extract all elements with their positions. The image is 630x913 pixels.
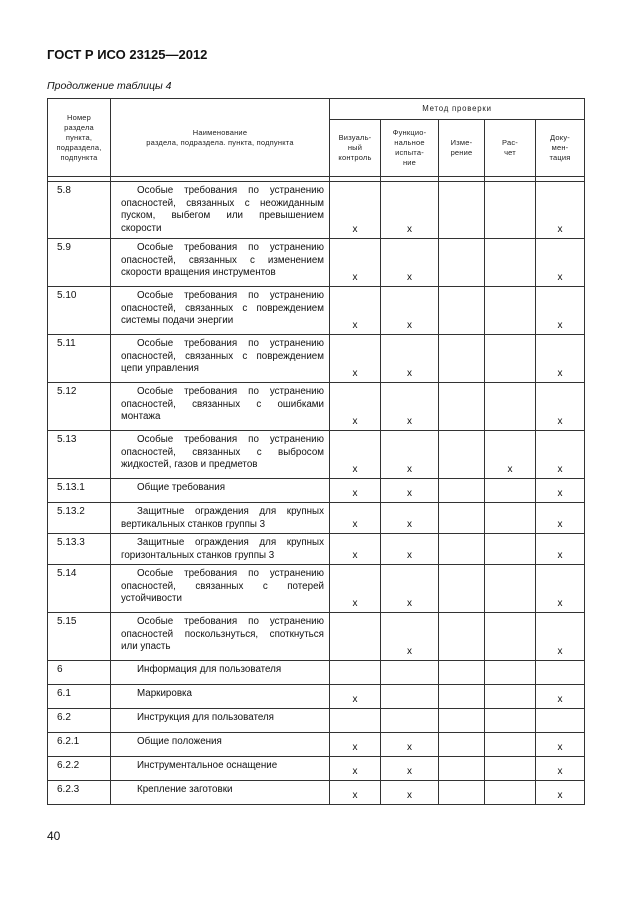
mark-measurement (439, 534, 485, 565)
mark-measurement (439, 685, 485, 709)
section-number: 6.2.2 (48, 757, 111, 781)
section-number: 5.13.1 (48, 479, 111, 503)
mark-functional: x (381, 503, 439, 534)
mark-visual: x (330, 685, 381, 709)
mark-documentation: x (536, 287, 585, 335)
section-name: Особые требования по устранению опасностей, связанных с выбросом жидкостей, газов и предметов (111, 431, 330, 479)
section-number: 5.11 (48, 335, 111, 383)
mark-documentation: x (536, 565, 585, 613)
mark-functional: x (381, 757, 439, 781)
section-number: 6.1 (48, 685, 111, 709)
mark-calculation (485, 565, 536, 613)
table-row (48, 431, 585, 479)
mark-measurement (439, 503, 485, 534)
mark-measurement (439, 287, 485, 335)
section-name: Особые требования по устранению опасностей поскользнуться, споткнуться или упасть (111, 613, 330, 661)
table-row (48, 534, 585, 565)
table-row (48, 781, 585, 805)
mark-visual (330, 709, 381, 733)
mark-measurement (439, 613, 485, 661)
mark-visual: x (330, 534, 381, 565)
mark-measurement (439, 239, 485, 287)
mark-visual: x (330, 287, 381, 335)
section-number: 5.13 (48, 431, 111, 479)
section-number: 5.9 (48, 239, 111, 287)
table-row (48, 685, 585, 709)
mark-functional: x (381, 733, 439, 757)
mark-measurement (439, 431, 485, 479)
mark-measurement (439, 565, 485, 613)
table-row (48, 503, 585, 534)
section-name: Инструкция для пользователя (111, 709, 330, 733)
mark-documentation: x (536, 335, 585, 383)
table-body (48, 177, 585, 805)
mark-functional: x (381, 479, 439, 503)
section-name: Особые требования по устранению опасностей, связанных с повреждением системы подачи энергии (111, 287, 330, 335)
mark-functional: x (381, 383, 439, 431)
mark-visual: x (330, 781, 381, 805)
mark-measurement (439, 733, 485, 757)
mark-calculation: x (485, 431, 536, 479)
section-name: Особые требования по устранению опасностей, связанных с изменением скорости вращения инструментов (111, 239, 330, 287)
mark-calculation (485, 503, 536, 534)
mark-documentation: x (536, 383, 585, 431)
table-caption: Продолжение таблицы 4 (47, 80, 172, 92)
mark-functional: x (381, 613, 439, 661)
mark-documentation: x (536, 431, 585, 479)
mark-documentation: x (536, 534, 585, 565)
mark-documentation: x (536, 479, 585, 503)
mark-documentation: x (536, 757, 585, 781)
mark-functional: x (381, 431, 439, 479)
section-name: Маркировка (111, 685, 330, 709)
mark-calculation (485, 534, 536, 565)
section-number: 5.15 (48, 613, 111, 661)
mark-measurement (439, 661, 485, 685)
verification-table (47, 98, 585, 805)
mark-calculation (485, 733, 536, 757)
mark-functional: x (381, 781, 439, 805)
section-name: Информация для пользователя (111, 661, 330, 685)
header-section-number: Номер раздела пункта, подраздела, подпункта (48, 99, 111, 177)
mark-functional: x (381, 182, 439, 239)
section-name: Инструментальное оснащение (111, 757, 330, 781)
section-number: 5.14 (48, 565, 111, 613)
document-title: ГОСТ Р ИСО 23125—2012 (47, 47, 208, 62)
mark-measurement (439, 335, 485, 383)
mark-calculation (485, 335, 536, 383)
mark-documentation: x (536, 781, 585, 805)
mark-functional: x (381, 534, 439, 565)
mark-visual: x (330, 335, 381, 383)
section-number: 6.2.1 (48, 733, 111, 757)
table-row (48, 757, 585, 781)
mark-documentation: x (536, 733, 585, 757)
mark-measurement (439, 383, 485, 431)
mark-functional: x (381, 239, 439, 287)
section-name: Особые требования по устранению опасностей, связанных с повреждением цепи управления (111, 335, 330, 383)
table-row (48, 661, 585, 685)
header-method-documentation: Доку- мен- тация (536, 120, 585, 177)
mark-visual (330, 613, 381, 661)
table-row (48, 287, 585, 335)
section-number: 5.13.3 (48, 534, 111, 565)
mark-measurement (439, 479, 485, 503)
header-section-name: Наименование раздела, подраздела. пункта, подпункта (111, 99, 330, 177)
section-number: 5.10 (48, 287, 111, 335)
section-number: 5.8 (48, 182, 111, 239)
mark-visual: x (330, 239, 381, 287)
section-name: Особые требования по устранению опасностей, связанных с ошибками монтажа (111, 383, 330, 431)
table-row (48, 335, 585, 383)
table-row (48, 733, 585, 757)
mark-measurement (439, 781, 485, 805)
mark-visual (330, 661, 381, 685)
section-number: 6 (48, 661, 111, 685)
header-method-calculation: Рас- чет (485, 120, 536, 177)
mark-visual: x (330, 757, 381, 781)
table-row (48, 383, 585, 431)
mark-calculation (485, 239, 536, 287)
section-name: Защитные ограждения для крупных вертикальных станков группы 3 (111, 503, 330, 534)
section-name: Особые требования по устранению опасностей, связанных с неожиданным пуском, выбегом или превышением скорости (111, 182, 330, 239)
header-method-measurement: Изме- рение (439, 120, 485, 177)
mark-documentation: x (536, 182, 585, 239)
mark-documentation (536, 709, 585, 733)
mark-measurement (439, 182, 485, 239)
mark-functional: x (381, 565, 439, 613)
mark-visual: x (330, 503, 381, 534)
table-row (48, 709, 585, 733)
mark-calculation (485, 613, 536, 661)
table-row (48, 182, 585, 239)
table-row (48, 239, 585, 287)
header-method-functional: Функцио- нальное испыта- ние (381, 120, 439, 177)
mark-functional (381, 709, 439, 733)
mark-calculation (485, 757, 536, 781)
mark-documentation: x (536, 613, 585, 661)
mark-visual: x (330, 182, 381, 239)
mark-calculation (485, 685, 536, 709)
section-number: 6.2 (48, 709, 111, 733)
section-number: 5.13.2 (48, 503, 111, 534)
table-row (48, 613, 585, 661)
header-method-group: Метод проверки (330, 99, 585, 120)
mark-documentation: x (536, 503, 585, 534)
table-row (48, 565, 585, 613)
section-number: 6.2.3 (48, 781, 111, 805)
mark-measurement (439, 757, 485, 781)
mark-functional (381, 685, 439, 709)
section-name: Защитные ограждения для крупных горизонтальных станков группы 3 (111, 534, 330, 565)
mark-documentation: x (536, 685, 585, 709)
mark-functional: x (381, 287, 439, 335)
mark-visual: x (330, 383, 381, 431)
mark-functional (381, 661, 439, 685)
mark-visual: x (330, 479, 381, 503)
mark-documentation: x (536, 239, 585, 287)
mark-calculation (485, 709, 536, 733)
table-row (48, 479, 585, 503)
section-number: 5.12 (48, 383, 111, 431)
section-name: Общие требования (111, 479, 330, 503)
page-number: 40 (47, 829, 61, 843)
mark-calculation (485, 383, 536, 431)
mark-visual: x (330, 431, 381, 479)
mark-documentation (536, 661, 585, 685)
mark-functional: x (381, 335, 439, 383)
section-name: Особые требования по устранению опасностей, связанных с потерей устойчивости (111, 565, 330, 613)
mark-visual: x (330, 733, 381, 757)
mark-calculation (485, 479, 536, 503)
section-name: Общие положения (111, 733, 330, 757)
mark-calculation (485, 182, 536, 239)
mark-calculation (485, 781, 536, 805)
section-name: Крепление заготовки (111, 781, 330, 805)
mark-visual: x (330, 565, 381, 613)
header-method-visual: Визуаль- ный контроль (330, 120, 381, 177)
mark-calculation (485, 661, 536, 685)
mark-measurement (439, 709, 485, 733)
mark-calculation (485, 287, 536, 335)
